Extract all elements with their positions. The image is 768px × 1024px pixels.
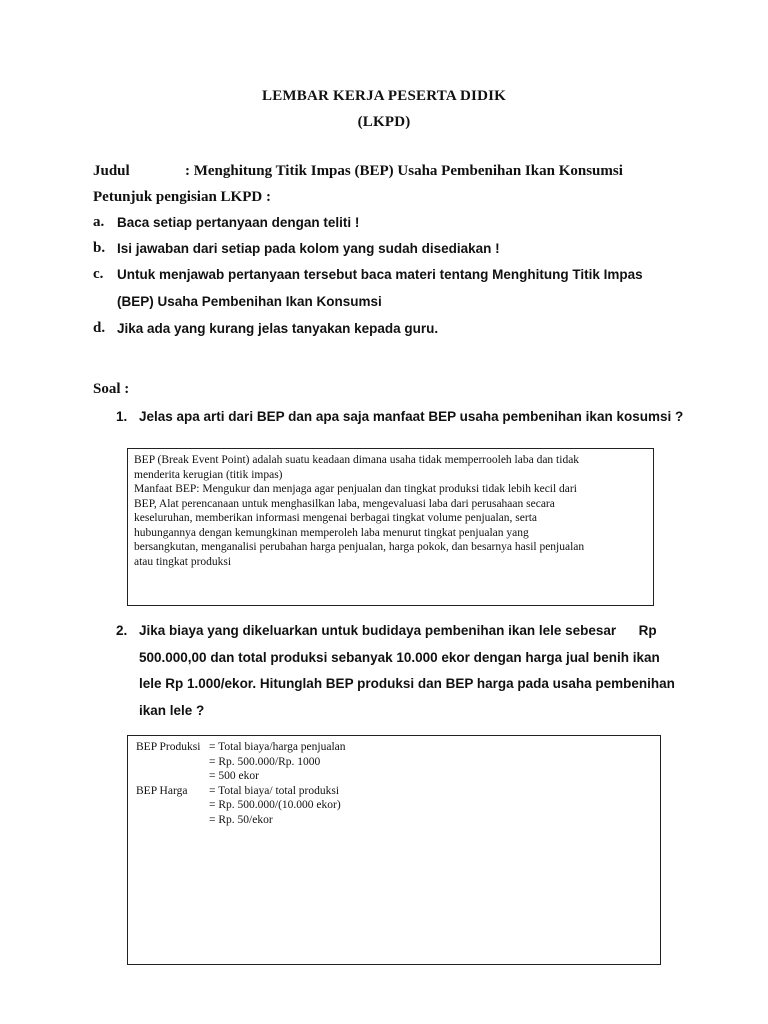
soal-heading: Soal :	[93, 381, 130, 397]
answer-line: hubungannya dengan kemungkinan memperoleh laba menurut tingkat penjualan yang	[134, 526, 529, 539]
answer-line: atau tingkat produksi	[134, 555, 232, 568]
question-text: 500.000,00 dan total produksi sebanyak 10.000 ekor dengan harga jual benih ikan	[139, 650, 660, 665]
judul-label: Judul	[93, 163, 130, 179]
petunjuk-item-text: Jika ada yang kurang jelas tanyakan kepada guru.	[117, 321, 439, 336]
question-text: ikan lele ?	[139, 703, 205, 718]
calc-value: = Total biaya/harga penjualan	[209, 741, 346, 753]
page-subtitle: (LKPD)	[357, 114, 411, 130]
petunjuk-heading: Petunjuk pengisian LKPD :	[93, 189, 271, 205]
answer-box-2[interactable]	[127, 735, 661, 965]
answer-line: Manfaat BEP: Mengukur dan menjaga agar penjualan dan tingkat produksi tidak lebih kecil dari	[134, 483, 577, 495]
calc-value: = Rp. 500.000/Rp. 1000	[209, 755, 321, 768]
question-text: Jelas apa arti dari BEP dan apa saja manfaat BEP usaha pembenihan ikan kosumsi ?	[139, 409, 684, 424]
calc-value: = 500 ekor	[209, 770, 259, 782]
petunjuk-marker: a.	[93, 214, 105, 230]
judul-value: : Menghitung Titik Impas (BEP) Usaha Pembenihan Ikan Konsumsi	[185, 163, 623, 179]
calc-label: BEP Produksi	[136, 741, 201, 753]
petunjuk-marker: b.	[93, 240, 106, 256]
petunjuk-item-text: Isi jawaban dari setiap pada kolom yang sudah disediakan !	[117, 241, 500, 256]
answer-line: bersangkutan, menganalisi perubahan harga penjualan, harga pokok, dan besarnya hasil penjualan	[134, 541, 585, 553]
question-text: Jika biaya yang dikeluarkan untuk budidaya pembenihan ikan lele sebesar Rp	[139, 623, 657, 638]
question-number: 2.	[116, 623, 128, 638]
answer-box-1[interactable]	[127, 448, 654, 606]
answer-line: menderita kerugian (titik impas)	[134, 468, 283, 481]
answer-line: BEP (Break Event Point) adalah suatu keadaan dimana usaha tidak memperrooleh laba dan tidak	[134, 454, 580, 466]
calc-label: BEP Harga	[136, 784, 188, 797]
petunjuk-marker: c.	[93, 266, 104, 282]
calc-value: = Total biaya/ total produksi	[209, 784, 340, 797]
calc-value: = Rp. 50/ekor	[209, 813, 273, 826]
answer-line: BEP, Alat perencanaan untuk menghasilkan laba, mengevaluasi laba dari perusahaan secara	[134, 497, 555, 510]
question-number: 1.	[116, 409, 128, 424]
petunjuk-item-text: (BEP) Usaha Pembenihan Ikan Konsumsi	[117, 294, 382, 309]
calc-value: = Rp. 500.000/(10.000 ekor)	[209, 799, 341, 811]
petunjuk-marker: d.	[93, 320, 106, 336]
question-text: lele Rp 1.000/ekor. Hitunglah BEP produksi dan BEP harga pada usaha pembenihan	[139, 676, 675, 691]
petunjuk-item-text: Baca setiap pertanyaan dengan teliti !	[117, 215, 360, 230]
page-title: LEMBAR KERJA PESERTA DIDIK	[261, 88, 507, 104]
answer-line: keseluruhan, memberikan informasi mengenai berbagai tingkat volume penjualan, serta	[134, 512, 537, 524]
petunjuk-item-text: Untuk menjawab pertanyaan tersebut baca materi tentang Menghitung Titik Impas	[117, 267, 643, 282]
